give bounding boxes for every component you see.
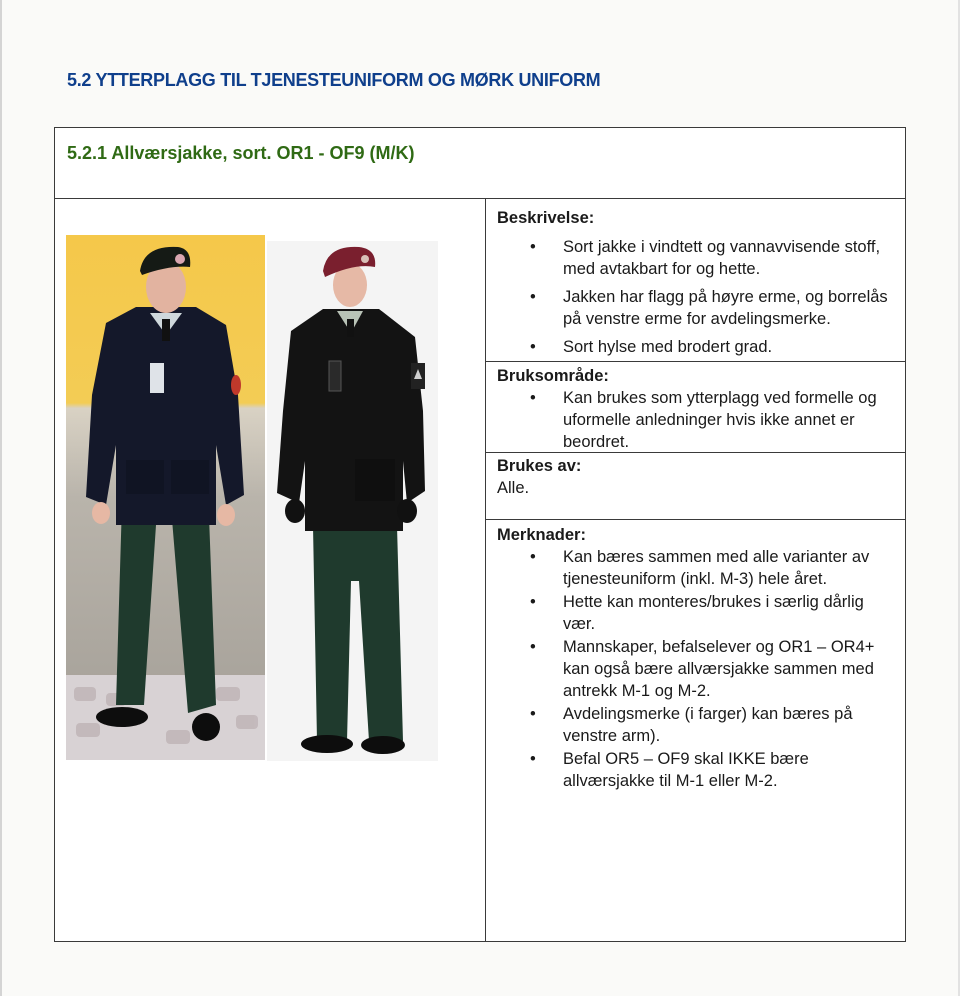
list-item: • Hette kan monteres/brukes i særlig dårlig vær.: [497, 591, 895, 635]
list-beskrivelse: [497, 236, 895, 358]
label-bruksomrade: Bruksområde:: [497, 367, 609, 385]
description-column: [486, 199, 905, 941]
cell-beskrivelse: [486, 199, 905, 362]
list-item: • Avdelingsmerke (i farger) kan bæres på venstre arm).: [497, 703, 895, 747]
list-item: • Sort hylse med brodert grad.: [497, 336, 895, 358]
woman-figure-illustration: [267, 241, 438, 761]
item-title: 5.2.1 Allværsjakke, sort. OR1 - OF9 (M/K): [67, 143, 415, 163]
cell-merknader: [486, 520, 905, 941]
section-heading: 5.2 YTTERPLAGG TIL TJENESTEUNIFORM OG MØRK UNIFORM: [67, 70, 601, 90]
cell-bruksomrade: [486, 362, 905, 453]
page-edge-left: [0, 0, 2, 996]
list-item: • Mannskaper, befalselever og OR1 – OR4+ kan også bære allværsjakke sammen med antrekk M-1 og M-2.: [497, 636, 895, 702]
list-item: • Jakken har flagg på høyre erme, og borrelås på venstre erme for avdelingsmerke.: [497, 286, 895, 330]
label-beskrivelse: Beskrivelse:: [497, 209, 595, 227]
label-merknader: Merknader:: [497, 526, 586, 544]
list-merknader: [497, 546, 895, 792]
photo-man-uniform: [66, 235, 265, 760]
list-item: • Kan brukes som ytterplagg ved formelle og uformelle anledninger hvis ikke annet er beordret.: [497, 387, 895, 453]
brukes-av-value: Alle.: [497, 479, 530, 497]
man-figure-illustration: [66, 235, 265, 760]
photo-woman-uniform: [267, 241, 438, 761]
table-header-row: [55, 128, 905, 199]
list-item: • Sort jakke i vindtett og vannavvisende stoff, med avtakbart for og hette.: [497, 236, 895, 280]
photo-cell: [55, 199, 486, 941]
cell-brukes-av: [486, 453, 905, 520]
list-bruksomrade: [497, 387, 895, 453]
list-item: • Befal OR5 – OF9 skal IKKE bære allværsjakke til M-1 eller M-2.: [497, 748, 895, 792]
list-item: • Kan bæres sammen med alle varianter av tjenesteuniform (inkl. M-3) hele året.: [497, 546, 895, 590]
uniform-item-table: [54, 127, 906, 942]
label-brukes-av: Brukes av:: [497, 457, 582, 475]
